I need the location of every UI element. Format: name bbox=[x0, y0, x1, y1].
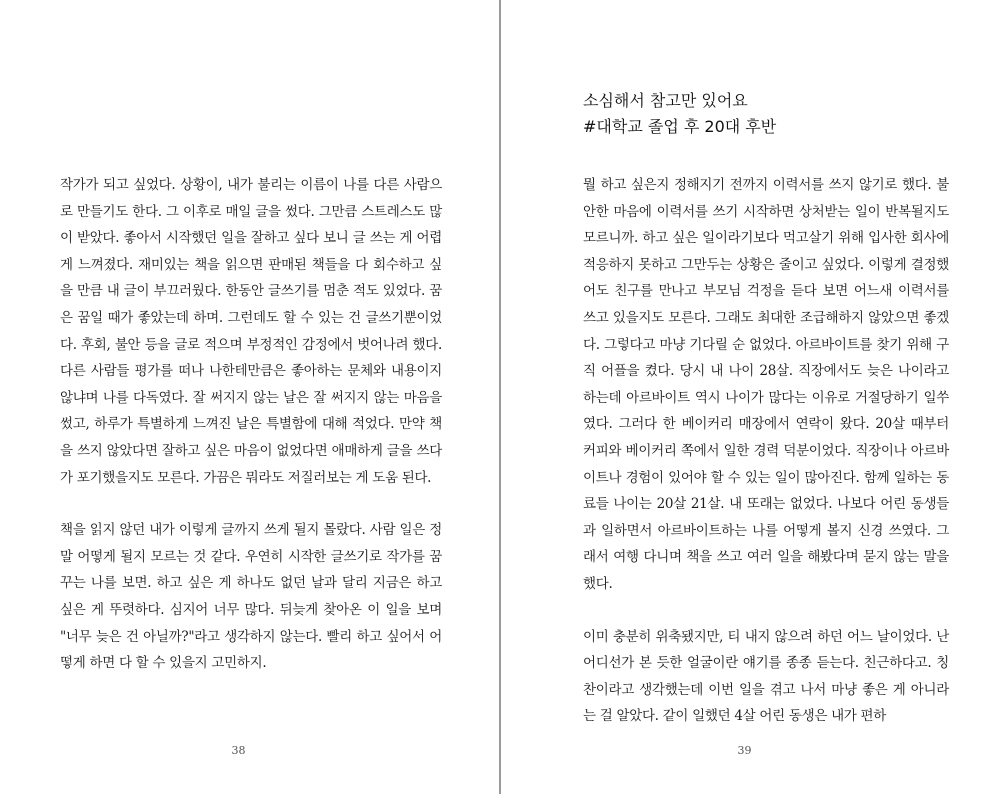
left-page bbox=[0, 0, 499, 794]
right-paragraph-2: 이미 충분히 위축됐지만, 티 내지 않으려 하던 어느 날이었다. 난 어디선가 본 듯한 얼굴이란 얘기를 종종 듣는다. 친근하다고. 칭찬이라고 생각했는데 이번 일을 겪고 나서 마냥 좋은 게 아니라는 걸 알았다. 같이 일했던 4살 어린 동생은 내가 편하 bbox=[583, 628, 949, 725]
right-paragraph-1: 뭘 하고 싶은지 정해지기 전까지 이력서를 쓰지 않기로 했다. 불안한 마음에 이력서를 쓰기 시작하면 상처받는 일이 반복될지도 모르니까. 하고 싶은 일이라기보다 먹고살기 위해 입사한 회사에 적응하지 못하고 그만두는 상황은 줄이고 싶었다. 이렇게 결정했어도 친구를 만나고 부모님 걱정을 듣다 보면 어느새 이력서를 쓰고 있을지도 모른다. 그래도 최대한 조급해하지 않았으면 좋겠다. 그렇다고 마냥 기다릴 순 없었다. 아르바이트를 찾기 위해 구직 어플을 켰다. 당시 내 나이 28살. 직장에서도 늦은 나이라고 하는데 아르바이트 역시 나이가 많다는 이유로 거절당하기 일쑤였다. 그러다 한 베이커리 매장에서 연락이 왔다. 20살 때부터 커피와 베이커리 쪽에서 일한 경력 덕분이었다. 직장이나 아르바이트나 경험이 있어야 할 수 있는 일이 많아진다. 함께 일하는 동료들 나이는 20살 21살. 내 또래는 없었다. 나보다 어린 동생들과 일하면서 아르바이트하는 나를 어떻게 볼지 신경 쓰였다. 그래서 여행 다니며 책을 쓰고 여러 일을 해봤다며 묻지 않는 말을 했다. bbox=[583, 177, 949, 592]
chapter-title: 소심해서 참고만 있어요 bbox=[583, 91, 748, 110]
chapter-subtitle: #대학교 졸업 후 20대 후반 bbox=[583, 117, 777, 136]
left-page-body bbox=[60, 172, 442, 677]
left-paragraph-1: 작가가 되고 싶었다. 상황이, 내가 불리는 이름이 나를 다른 사람으로 만들기도 한다. 그 이후로 매일 글을 썼다. 그만큼 스트레스도 많이 받았다. 좋아서 시작했던 일을 잘하고 싶다 보니 글 쓰는 게 어렵게 느껴졌다. 재미있는 책을 읽으면 판매된 책들을 다 회수하고 싶을 만큼 내 글이 부끄러웠다. 한동안 글쓰기를 멈춘 적도 있었다. 꿈은 꿈일 때가 좋았는데 하며. 그런데도 할 수 있는 건 글쓰기뿐이었다. 후회, 불안 등을 글로 적으며 부정적인 감정에서 벗어나려 했다. 다른 사람들 평가를 떠나 나한테만큼은 좋아하는 문체와 내용이지 않냐며 나를 다독였다. 잘 써지지 않는 날은 잘 써지지 않는 마음을 썼고, 하루가 특별하게 느껴진 날은 특별함에 대해 적었다. 만약 책을 쓰지 않았다면 잘하고 싶은 마음이 없었다면 애매하게 글을 쓰다가 포기했을지도 모른다. 가끔은 뭐라도 저질러보는 게 도움 된다. bbox=[60, 177, 442, 486]
right-page bbox=[501, 0, 1000, 794]
left-page-number: 38 bbox=[231, 744, 246, 757]
right-page-body bbox=[583, 172, 949, 730]
left-paragraph-2: 책을 읽지 않던 내가 이렇게 글까지 쓰게 될지 몰랐다. 사람 일은 정말 어떻게 될지 모르는 것 같다. 우연히 시작한 글쓰기로 작가를 꿈꾸는 나를 보면. 하고 싶은 게 하나도 없던 날과 달리 지금은 하고 싶은 게 뚜렷하다. 심지어 너무 많다. 뒤늦게 찾아온 이 일을 보며 "너무 늦은 건 아닐까?"라고 생각하지 않는다. 빨리 하고 싶어서 어떻게 하면 다 할 수 있을지 고민하지. bbox=[60, 522, 442, 672]
right-page-number: 39 bbox=[737, 744, 752, 757]
chapter-heading bbox=[583, 88, 776, 140]
